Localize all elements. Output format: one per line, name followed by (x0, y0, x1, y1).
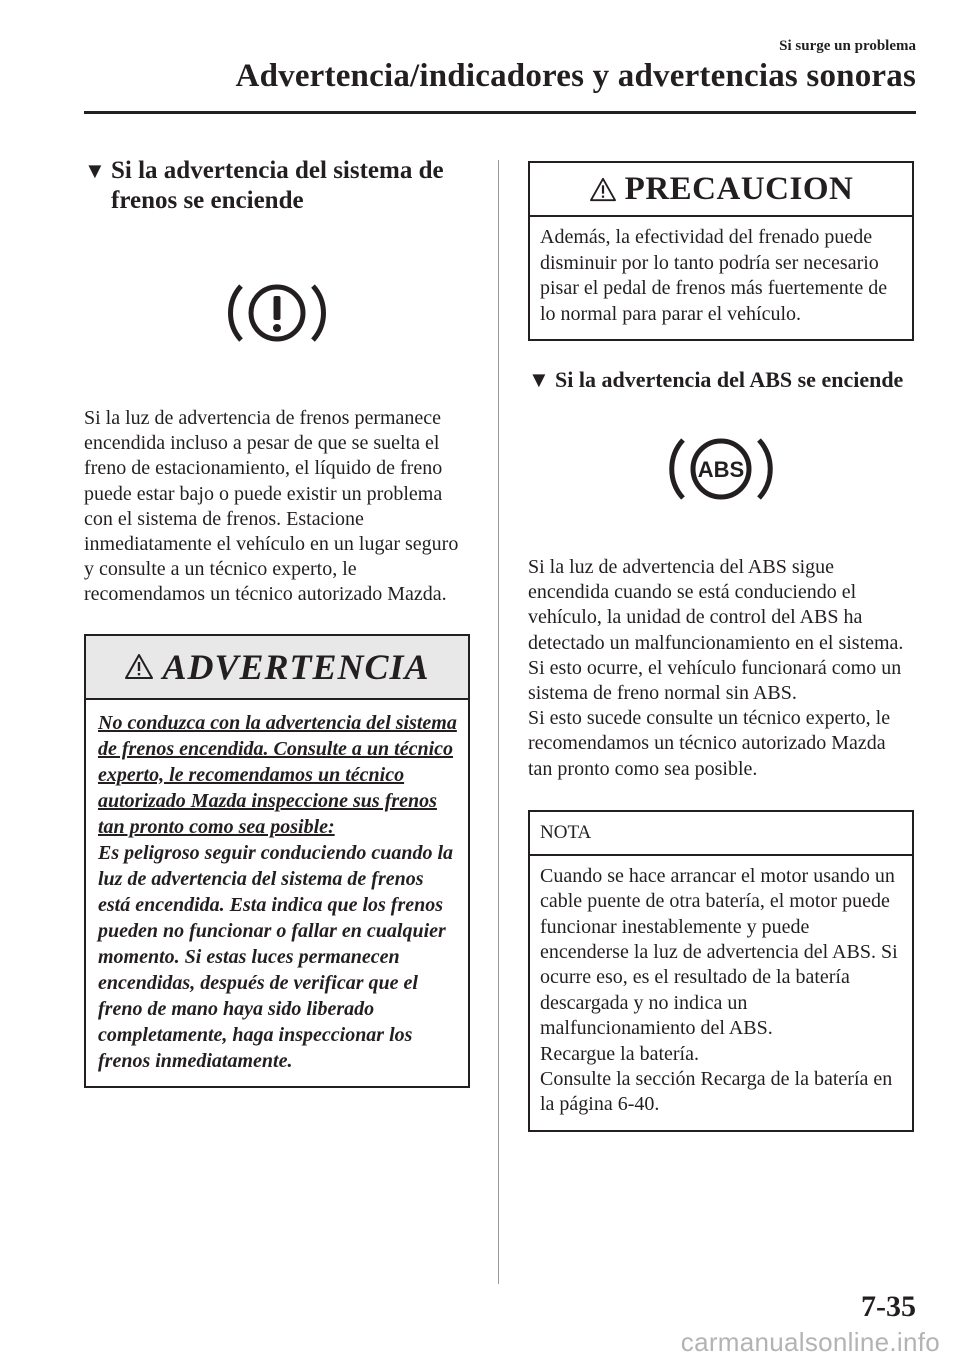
abs-paragraph-2: Si esto sucede consulte un técnico experto, le recomendamos un técnico autorizado Mazda tan pronto como sea posible. (528, 707, 891, 780)
triangle-bullet-icon: ▼ (528, 367, 550, 392)
advertencia-header (86, 636, 468, 700)
brake-warning-icon (84, 278, 470, 348)
watermark: carmanualsonline.info (680, 1327, 940, 1357)
section-label: Si surge un problema (779, 38, 916, 54)
page-title: Advertencia/indicadores y advertencias sonoras (235, 58, 916, 94)
precaucion-title: PRECAUCION (624, 170, 854, 207)
nota-body (530, 856, 912, 1130)
caution-triangle-icon (589, 177, 617, 202)
abs-warning-heading-text: Si la advertencia del ABS se enciende (555, 367, 904, 392)
triangle-bullet-icon: ▼ (84, 158, 106, 183)
header-rule (84, 111, 916, 114)
brake-warning-heading-text: Si la advertencia del sistema de frenos se enciende (111, 157, 444, 214)
nota-box (528, 810, 914, 1132)
brake-warning-paragraph: Si la luz de advertencia de frenos permanece encendida incluso a pesar de que se suelta el freno de estacionamiento, el líquido de freno puede estar bajo o puede existir un problema con el sistema de frenos. Estacione inmediatamente el vehículo en un lugar seguro y consulte a un técnico experto, le recomendamos un técnico autorizado Mazda. (84, 407, 459, 606)
left-column (84, 156, 470, 1088)
nota-text-1: Cuando se hace arrancar el motor usando un cable puente de otra batería, el motor puede funcionar inestablemente y puede encenderse la luz de advertencia del ABS. Si ocurre eso, es el resultado de la batería descargada y no indica un malfuncionamiento del ABS. (540, 864, 898, 1040)
nota-header (530, 812, 912, 856)
nota-title: NOTA (540, 821, 592, 843)
abs-warning-icon (528, 431, 914, 507)
precaucion-header (530, 163, 912, 217)
brake-warning-heading (84, 156, 470, 216)
brake-warning-svg (222, 278, 332, 348)
advertencia-underlined-text: No conduzca con la advertencia del sistema de frenos encendida. Consulte a un técnico experto, le recomendamos un técnico autorizado Mazda inspeccione sus frenos tan pronto como sea posible: (98, 711, 457, 838)
abs-paragraph-1: Si la luz de advertencia del ABS sigue encendida cuando se está conduciendo el vehículo, la unidad de control del ABS ha detectado un malfuncionamiento en el sistema. Si esto ocurre, el vehículo funcionará como un sistema de freno normal sin ABS. (528, 556, 904, 705)
advertencia-body (86, 700, 468, 1086)
right-column (528, 161, 914, 1132)
abs-warning-heading (528, 365, 914, 395)
column-divider (498, 160, 499, 1284)
precaucion-box (528, 161, 914, 341)
advertencia-box (84, 634, 470, 1088)
nota-text-2: Recargue la batería. (540, 1042, 699, 1065)
advertencia-text: Es peligroso seguir conduciendo cuando la luz de advertencia del sistema de frenos está encendida. Esta indica que los frenos pueden no funcionar o fallar en cualquier momento. Si estas luces permanecen encendidas, después de verificar que el freno de mano haya sido liberado completamente, haga inspeccionar los frenos inmediatamente. (98, 841, 454, 1072)
precaucion-text: Además, la efectividad del frenado puede disminuir por lo tanto podría ser necesario pisar el pedal de frenos más fuertemente de lo normal para parar el vehículo. (540, 226, 888, 325)
page-number: 7-35 (861, 1290, 916, 1323)
nota-text-3: Consulte la sección Recarga de la batería en la página 6-40. (540, 1068, 893, 1116)
abs-icon-label: ABS (697, 457, 745, 482)
advertencia-title: ADVERTENCIA (162, 646, 430, 687)
warning-triangle-icon (124, 653, 154, 680)
abs-warning-svg (661, 431, 781, 507)
